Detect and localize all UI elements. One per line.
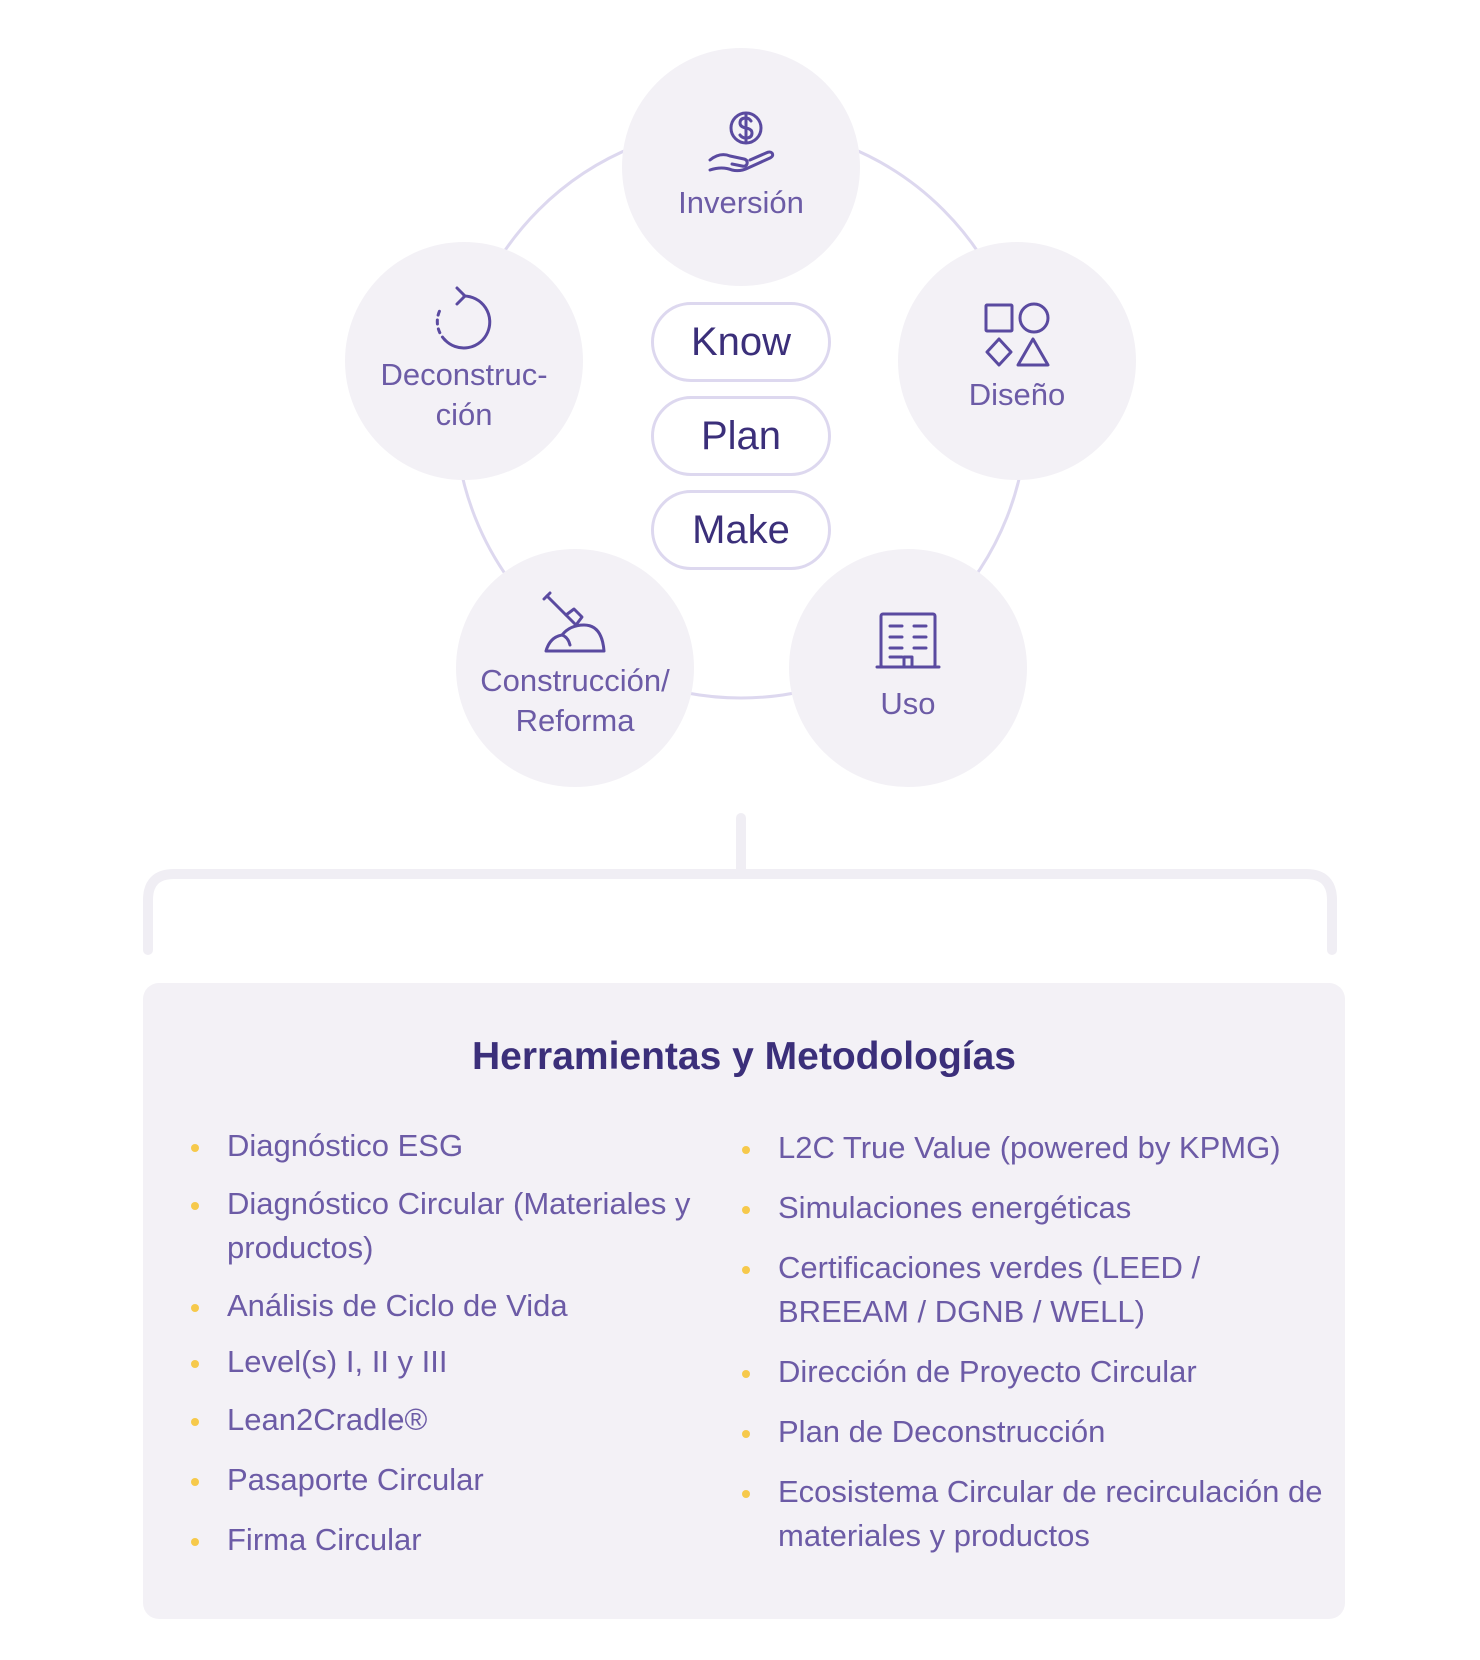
list-item: Análisis de Ciclo de Vida [187,1284,727,1328]
bullet-icon [742,1146,750,1154]
list-item: Level(s) I, II y III [187,1340,727,1384]
bullet-icon [191,1304,199,1312]
list-item: Ecosistema Circular de recirculación de materiales y productos [738,1470,1338,1558]
bullet-icon [191,1478,199,1486]
bullet-icon [742,1430,750,1438]
list-item: Firma Circular [187,1518,727,1562]
stage-label: Construcción/ Reforma [480,663,670,738]
stage-label: Uso [880,686,936,721]
list-item: Diagnóstico Circular (Materiales y productos) [187,1182,727,1270]
list-item: Diagnóstico ESG [187,1124,727,1168]
bullet-icon [191,1202,199,1210]
list-item: Simulaciones energéticas [738,1186,1338,1230]
bullet-icon [191,1538,199,1546]
bullet-icon [742,1490,750,1498]
tools-panel [143,983,1345,1619]
pill-plan: Plan [651,396,831,476]
bullet-icon [191,1360,199,1368]
bullet-icon [742,1266,750,1274]
bullet-icon [191,1144,199,1152]
bullet-icon [742,1206,750,1214]
list-item: Pasaporte Circular [187,1458,727,1502]
pill-know: Know [651,302,831,382]
stage-label: Diseño [968,377,1066,412]
list-item: Dirección de Proyecto Circular [738,1350,1338,1394]
list-item: Lean2Cradle® [187,1398,727,1442]
bullet-icon [191,1418,199,1426]
pill-make: Make [651,490,831,570]
panel-title: Herramientas y Metodologías [472,1035,1016,1078]
stage-label: Deconstruc- ción [380,357,548,432]
list-item: Certificaciones verdes (LEED / BREEAM / DGNB / WELL) [738,1246,1278,1334]
list-item: L2C True Value (powered by KPMG) [738,1126,1338,1170]
stage-label: Inversión [678,185,804,220]
bullet-icon [742,1370,750,1378]
list-item: Plan de Deconstrucción [738,1410,1338,1454]
